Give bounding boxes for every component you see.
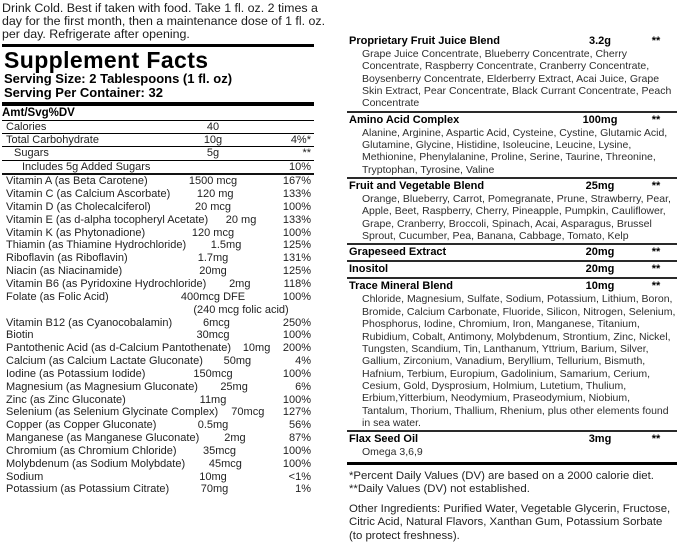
blend-ingredients: Chloride, Magnesium, Sulfate, Sodium, Potassium, Lithium, Boron, Bromide, Calcium Carbonate, Fluoride, Silicon, Nitrogen, Selenium, Phosphorus, Iodine, Chromium, Iron, Manganese, Titanium, Rubidium, Cobalt, Antimony, Molybdenum, Strontium, Zinc, Nickel, Tungsten, Scandium, Tin, Lanthanum, Yttrium, Barium, Silver, Gallium, Zirconium, Vanadium, Beryllium, Tellurium, Bismuth, Hafnium, Terbium, Europium, Gadolinium, Samarium, Cerium, Cesium, Gold, Dysprosium, Holmium, Lutetium, Thulium, Erbium,Yitterbium, Neodymium, Praseodymium, Niobium, Tantalum, Thorium, Thallium, Rhenium, plus other elements found in sea water. bbox=[362, 293, 676, 429]
blend-amount: 3mg bbox=[588, 433, 612, 446]
blend-ingredients: Orange, Blueberry, Carrot, Pomegranate, Prune, Strawberry, Pear, Apple, Beet, Raspberry, Cherry, Pineapple, Pumpkin, Cauliflower, Grape, Cranberry, Broccoli, Spinach, Acai, Asparagus, Brussel Sprout, Cucumber, Pea, Banana, Cabbage, Tomato, Kelp bbox=[362, 193, 671, 243]
nutrient-dv bbox=[259, 121, 314, 133]
blend-name: Grapeseed Extract bbox=[349, 246, 447, 259]
nutrient-name: Vitamin A (as Beta Carotene) bbox=[6, 175, 148, 188]
nutrient-name: Magnesium (as Magnesium Gluconate) bbox=[6, 380, 198, 393]
blend-amount: 25mg bbox=[585, 180, 615, 193]
blend-amount: 20mg bbox=[585, 246, 615, 259]
nutrient-row bbox=[2, 394, 314, 407]
nutrient-row bbox=[2, 147, 314, 160]
nutrient-amount: 10g bbox=[203, 134, 223, 147]
nutrient-name: Includes 5g Added Sugars bbox=[22, 160, 151, 173]
nutrient-dv: 56% bbox=[288, 419, 311, 432]
footnotes bbox=[347, 470, 677, 497]
directions-text: Drink Cold. Best if taken with food. Take 1 fl. oz. 2 times a day for the first month, then a maintenance dose of 1 fl. oz. per day. Refrigerate after opening. bbox=[2, 1, 326, 42]
nutrient-name: Niacin (as Niacinamide) bbox=[6, 265, 123, 278]
nutrient-row bbox=[2, 265, 314, 278]
nutrient-amount: 10mg bbox=[242, 342, 271, 355]
blend-dv: ** bbox=[651, 280, 661, 293]
page-title: Supplement Facts bbox=[4, 46, 209, 73]
nutrient-name: Sugars bbox=[14, 147, 49, 160]
blend-header-row bbox=[347, 35, 677, 48]
blend-amount: 10mg bbox=[585, 280, 615, 293]
table-header bbox=[2, 106, 314, 121]
nutrient-amount: 2mg bbox=[224, 432, 246, 445]
nutrient-name: Vitamin D (as Cholecalciferol) bbox=[6, 200, 151, 213]
nutrient-amount: 20mg bbox=[199, 265, 227, 278]
nutrient-name: Sodium bbox=[6, 470, 44, 483]
blend-name: Trace Mineral Blend bbox=[349, 280, 453, 293]
nutrient-sub-amount: (240 mcg folic acid) bbox=[193, 303, 289, 316]
blend-header-row bbox=[347, 433, 677, 446]
footnote-line: **Daily Values (DV) not established. bbox=[349, 483, 530, 496]
nutrient-row bbox=[2, 342, 314, 355]
nutrient-name: Vitamin K (as Phytonadione) bbox=[6, 226, 146, 239]
nutrient-dv: 87% bbox=[288, 432, 311, 445]
nutrient-amount: 120 mg bbox=[196, 188, 234, 201]
nutrient-name: Vitamin B6 (as Pyridoxine Hydrochloride) bbox=[6, 277, 207, 290]
amount-column-header: Amt/Svg bbox=[2, 106, 49, 119]
nutrient-dv: <1% bbox=[288, 470, 311, 483]
nutrient-sub-row bbox=[2, 304, 314, 317]
nutrient-amount: 35mcg bbox=[202, 444, 237, 457]
blend-section bbox=[347, 243, 677, 260]
nutrient-name: Folate (as Folic Acid) bbox=[6, 290, 109, 303]
nutrient-dv: 131% bbox=[282, 252, 311, 265]
nutrient-row bbox=[2, 214, 314, 227]
nutrient-name: Iodine (as Potassium Iodide) bbox=[6, 367, 146, 380]
nutrient-amount: 40 bbox=[206, 120, 220, 133]
divider bbox=[347, 462, 677, 465]
blend-dv: ** bbox=[651, 180, 661, 193]
blend-dv: ** bbox=[651, 35, 661, 47]
nutrient-row bbox=[2, 355, 314, 368]
nutrient-name: Chromium (as Chromium Chloride) bbox=[6, 444, 177, 457]
blend-amount: 3.2g bbox=[588, 35, 611, 47]
blend-section bbox=[347, 277, 677, 430]
nutrient-dv: 1% bbox=[295, 483, 311, 496]
dv-column-header: %DV bbox=[48, 106, 75, 119]
blend-section bbox=[347, 111, 677, 177]
nutrient-row bbox=[2, 201, 314, 214]
nutrient-amount: 0.5mg bbox=[197, 419, 229, 432]
nutrient-row bbox=[2, 329, 314, 342]
blend-header-row bbox=[347, 280, 677, 293]
servings-per-container-text: Serving Per Container: 32 bbox=[4, 84, 163, 100]
nutrient-dv: 100% bbox=[282, 393, 311, 406]
nutrient-amount: 10mg bbox=[199, 470, 227, 483]
blend-ingredients: Alanine, Arginine, Aspartic Acid, Cysteine, Cystine, Glutamic Acid, Glutamine, Glycine, Histidine, Isoleucine, Leucine, Lysine, Methionine, Phenylalanine, Proline, Serine, Taurine, Threonine, Tryptophan, Tyrosine, Valine bbox=[362, 126, 668, 176]
nutrient-dv: 127% bbox=[282, 406, 311, 419]
nutrient-dv: 133% bbox=[282, 213, 311, 226]
nutrient-row bbox=[2, 406, 314, 419]
nutrient-dv: 100% bbox=[282, 444, 311, 457]
nutrient-name: Biotin bbox=[6, 329, 34, 342]
nutrient-amount: 1500 mcg bbox=[188, 175, 238, 188]
nutrient-name: Potassium (as Potassium Citrate) bbox=[6, 483, 170, 496]
nutrient-dv: ** bbox=[302, 147, 311, 160]
nutrient-name: Calcium (as Calcium Lactate Gluconate) bbox=[6, 355, 203, 368]
nutrient-dv: 100% bbox=[282, 367, 311, 380]
nutrient-amount: 120 mcg bbox=[191, 226, 235, 239]
nutrient-amount: 20 mcg bbox=[194, 200, 232, 213]
nutrient-row bbox=[2, 278, 314, 291]
nutrient-name: Total Carbohydrate bbox=[6, 134, 99, 147]
nutrient-dv: 4%* bbox=[290, 134, 311, 147]
blend-header-row bbox=[347, 114, 677, 127]
blend-amount: 100mg bbox=[582, 113, 618, 126]
footnote-line: *Percent Daily Values (DV) are based on a 2000 calorie diet. bbox=[349, 469, 654, 482]
nutrient-row bbox=[2, 432, 314, 445]
nutrient-dv: 118% bbox=[283, 277, 311, 290]
nutrient-name: Zinc (as Zinc Gluconate) bbox=[6, 393, 126, 406]
blend-name: Flax Seed Oil bbox=[349, 433, 419, 446]
serving-size-text: Serving Size: 2 Tablespoons (1 fl. oz) bbox=[4, 70, 233, 86]
blend-header-row bbox=[347, 263, 677, 276]
blend-header-row bbox=[347, 180, 677, 193]
blend-name: Inositol bbox=[349, 263, 389, 276]
sub-spacer bbox=[2, 304, 156, 317]
nutrient-row bbox=[2, 252, 314, 265]
blend-section bbox=[347, 34, 677, 111]
nutrient-row bbox=[2, 175, 314, 188]
nutrient-amount: 150mcg bbox=[193, 367, 233, 380]
nutrient-amount: 50mg bbox=[223, 355, 252, 368]
nutrient-amount: 5g bbox=[206, 147, 220, 160]
right-column bbox=[347, 34, 677, 544]
nutrient-amount: 2mg bbox=[229, 277, 251, 290]
blend-section bbox=[347, 430, 677, 459]
nutrient-dv: 6% bbox=[295, 380, 311, 393]
nutrient-dv: 167% bbox=[282, 175, 311, 188]
nutrient-row bbox=[2, 121, 314, 134]
nutrient-name: Pantothenic Acid (as d-Calcium Pantothenate) bbox=[6, 342, 232, 355]
nutrient-row bbox=[2, 471, 314, 484]
nutrient-row bbox=[2, 483, 314, 496]
nutrient-amount: 25mg bbox=[220, 380, 248, 393]
nutrient-dv: 125% bbox=[282, 265, 311, 278]
nutrient-row bbox=[2, 445, 314, 458]
blend-name: Proprietary Fruit Juice Blend bbox=[349, 35, 500, 47]
blend-ingredients: Grape Juice Concentrate, Blueberry Concentrate, Cherry Concentrate, Raspberry Concentrate, Cranberry Concentrate, Boysenberry Concentrate, Elderberry Extract, Acai Juice, Grape Skin Extract, Pear Concentrate, Black Currant Concentrate, Peach Concentrate bbox=[362, 48, 672, 110]
blend-section bbox=[347, 177, 677, 243]
blend-header-row bbox=[347, 246, 677, 259]
nutrient-name: Vitamin C (as Calcium Ascorbate) bbox=[6, 188, 171, 201]
blend-section bbox=[347, 260, 677, 277]
nutrient-dv: 125% bbox=[282, 239, 311, 252]
nutrient-name: Molybdenum (as Sodium Molybdate) bbox=[6, 457, 186, 470]
left-column bbox=[2, 1, 326, 496]
blend-dv: ** bbox=[651, 246, 661, 259]
nutrient-dv: 200% bbox=[282, 342, 311, 355]
blend-ingredients: Omega 3,6,9 bbox=[362, 446, 423, 459]
nutrient-name: Vitamin E (as d-alpha tocopheryl Acetate) bbox=[6, 213, 209, 226]
nutrient-row bbox=[2, 239, 314, 252]
nutrient-name: Vitamin B12 (as Cyanocobalamin) bbox=[6, 316, 173, 329]
nutrient-amount bbox=[167, 161, 259, 173]
other-ingredients-text: Other Ingredients: Purified Water, Vegetable Glycerin, Fructose, Citric Acid, Natural Flavors, Xanthan Gum, Potassium Sorbate (to protect freshness). bbox=[349, 502, 671, 542]
blend-name: Fruit and Vegetable Blend bbox=[349, 180, 485, 193]
blend-dv: ** bbox=[651, 433, 661, 446]
nutrient-amount: 1.5mg bbox=[210, 239, 242, 252]
blend-sections bbox=[347, 34, 677, 460]
nutrient-dv: 133% bbox=[282, 188, 311, 201]
nutrient-row bbox=[2, 227, 314, 240]
nutrient-dv: 100% bbox=[282, 200, 311, 213]
nutrient-dv: 100% bbox=[282, 226, 311, 239]
nutrient-dv: 100% bbox=[282, 290, 311, 303]
nutrient-amount: 1.7mg bbox=[197, 252, 229, 265]
nutrient-amount: 70mg bbox=[200, 483, 229, 496]
nutrient-amount: 20 mg bbox=[225, 213, 257, 226]
nutrient-row bbox=[2, 317, 314, 330]
nutrient-dv: 250% bbox=[282, 316, 311, 329]
nutrient-dv: 4% bbox=[295, 355, 311, 368]
nutrient-name: Manganese (as Manganese Gluconate) bbox=[6, 432, 200, 445]
nutrient-name: Thiamin (as Thiamine Hydrochloride) bbox=[6, 239, 187, 252]
nutrient-name: Copper (as Copper Gluconate) bbox=[6, 419, 157, 432]
nutrient-amount: 70mcg bbox=[231, 406, 265, 419]
nutrient-amount: 30mcg bbox=[196, 329, 230, 342]
nutrient-name: Selenium (as Selenium Glycinate Complex) bbox=[6, 406, 219, 419]
blend-dv: ** bbox=[651, 113, 661, 126]
nutrient-row bbox=[2, 381, 314, 394]
nutrient-table bbox=[2, 121, 314, 497]
nutrient-dv: 100% bbox=[282, 457, 311, 470]
nutrient-amount: 11mg bbox=[199, 393, 227, 406]
blend-dv: ** bbox=[651, 263, 661, 276]
nutrient-row bbox=[2, 419, 314, 432]
nutrient-row bbox=[2, 134, 314, 147]
nutrient-amount: 45mcg bbox=[208, 457, 242, 470]
nutrient-amount: 400mcg DFE bbox=[180, 290, 246, 303]
blend-name: Amino Acid Complex bbox=[349, 113, 460, 126]
nutrient-dv: 100% bbox=[282, 329, 311, 342]
nutrient-name: Calories bbox=[6, 120, 47, 133]
blend-amount: 20mg bbox=[585, 263, 615, 276]
nutrient-row bbox=[2, 458, 314, 471]
nutrient-row bbox=[2, 161, 314, 175]
nutrient-row bbox=[2, 188, 314, 201]
nutrient-amount: 6mcg bbox=[203, 316, 230, 329]
nutrient-dv: 10% bbox=[288, 160, 311, 173]
nutrient-row bbox=[2, 368, 314, 381]
nutrient-row bbox=[2, 291, 314, 304]
nutrient-name: Riboflavin (as Riboflavin) bbox=[6, 252, 128, 265]
